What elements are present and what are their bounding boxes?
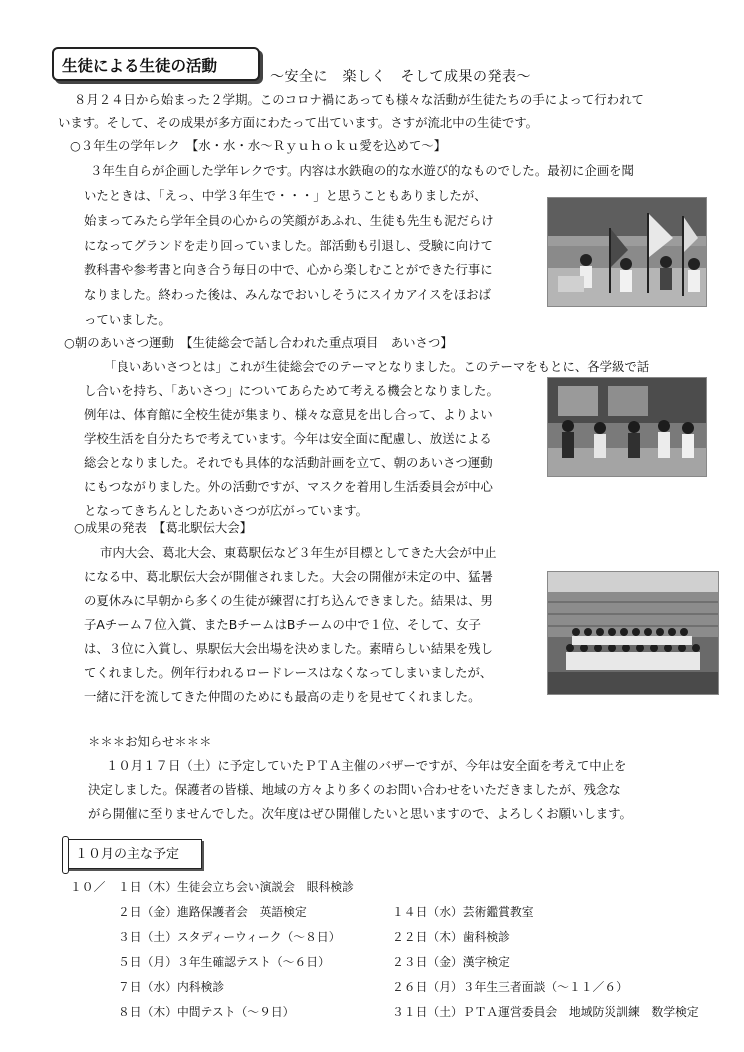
photo-morning-greeting [547,377,707,477]
schedule-item: ５日（月）３年生確認テスト（〜６日） [118,955,330,969]
section-text-line: いたときは、「えっ、中学３年生で・・・」と思うこともありましたが、 [84,188,487,203]
section-text-line: 「良いあいさつとは」これが生徒総会でのテーマとなりました。このテーマをもとに、各学級で話 [104,359,650,374]
section-text-line: 一緒に汗を流してきた仲間のためにも最高の走りを見せてくれました。 [84,689,481,704]
schedule-title: １０月の主な予定 [64,839,202,869]
section-text-line: にもつながりました。外の活動ですが、マスクを着用し生活委員会が中心 [84,479,493,494]
section-text-line: となってきちんとしたあいさつが広がっています。 [84,503,368,518]
section-text-line: 学校生活を自分たちで考えています。今年は安全面に配慮し、放送による [84,431,492,446]
intro-line: います。そして、その成果が多方面にわたって出ています。さすが流北中の生徒です。 [58,115,539,130]
photo-ekiden-team [547,571,719,695]
schedule-item: ２２日（木）歯科検診 [392,930,510,944]
notice-text-line: がら開催に至りませんでした。次年度はぜひ開催したいと思いますので、よろしくお願いします。 [88,806,632,821]
photo-grade-recreation [547,197,707,307]
section-text-line: てくれました。例年行われるロードレースはなくなってしまいましたが、 [84,665,493,680]
schedule-item: ７日（水）内科検診 [118,980,225,994]
section-text-line: になってグランドを走り回っていました。部活動も引退し、受験に向けて [84,238,493,253]
schedule-item: １４日（水）芸術鑑賞教室 [392,905,534,919]
schedule-item: １日（木）生徒会立ち会い演説会 眼科検診 [118,880,354,894]
section-text-line: 教科書や参考書と向き合う毎日の中で、心から楽しむことができた行事に [84,262,493,277]
schedule-item: ８日（木）中間テスト（〜９日） [118,1005,295,1019]
section-text-line: 市内大会、葛北大会、東葛駅伝など３年生が目標としてきた大会が中止 [100,545,497,560]
schedule-item: ２３日（金）漢字検定 [392,955,510,969]
section-text-line: 子Aチーム７位入賞、またBチームはBチームの中で１位、そして、女子 [84,617,481,632]
section-text-line: は、３位に入賞し、県駅伝大会出場を決めました。素晴らしい結果を残し [84,641,493,656]
schedule-item: ３１日（土）ＰＴＡ運営委員会 地域防災訓練 数学検定 [392,1005,699,1019]
section-text-line: っていました。 [84,312,171,327]
notice-text-line: １０月１７日（土）に予定していたＰＴＡ主催のバザーですが、今年は安全面を考えて中止を [106,758,627,773]
section-text-line: 例年は、体育館に全校生徒が集まり、様々な意見を出し合って、よりよい [84,407,493,422]
intro-line: ８月２４日から始まった２学期。このコロナ禍にあっても様々な活動が生徒たちの手によって行われて [74,92,644,107]
schedule-item: ２日（金）進路保護者会 英語検定 [118,905,307,919]
section-text-line: し合いを持ち、「あいさつ」についてあらためて考える機会となりました。 [84,383,499,398]
section-heading-ekiden: ○成果の発表 【葛北駅伝大会】 [74,520,253,535]
section-text-line: なりました。終わった後は、みんなでおいしそうにスイカアイスをほおば [84,287,491,302]
notice-heading: ＊＊＊お知らせ＊＊＊ [88,734,212,749]
page-title: 生徒による生徒の活動 [52,47,260,81]
page-subtitle: 〜安全に 楽しく そして成果の発表〜 [270,69,531,85]
section-heading-grade-rec: ○３年生の学年レク 【水・水・水〜Ｒｙｕｈｏｋｕ愛を込めて〜】 [70,138,447,153]
schedule-month-prefix: １０／ [70,880,106,894]
section-text-line: ３年生自らが企画した学年レクです。内容は水鉄砲の的な水遊び的なものでした。最初に企画を聞 [90,163,634,178]
section-text-line: 始まってみたら学年全員の心からの笑顔があふれ、生徒も先生も泥だらけ [84,213,494,228]
notice-text-line: 決定しました。保護者の皆様、地域の方々より多くのお問い合わせをいただきましたが、残念な [88,782,621,797]
section-text-line: の夏休みに早朝から多くの生徒が練習に打ち込んできました。結果は、男 [84,593,493,608]
schedule-item: ３日（土）スタディーウィーク（〜８日） [118,930,341,944]
section-text-line: になる中、葛北駅伝大会が開催されました。大会の開催が未定の中、猛暑 [84,569,493,584]
schedule-item: ２６日（月）３年生三者面談（〜１１／６） [392,980,628,994]
section-text-line: 総会となりました。それでも具体的な活動計画を立て、朝のあいさつ運動 [84,455,493,470]
section-heading-greeting: ○朝のあいさつ運動 【生徒総会で話し合われた重点項目 あいさつ】 [64,335,453,350]
